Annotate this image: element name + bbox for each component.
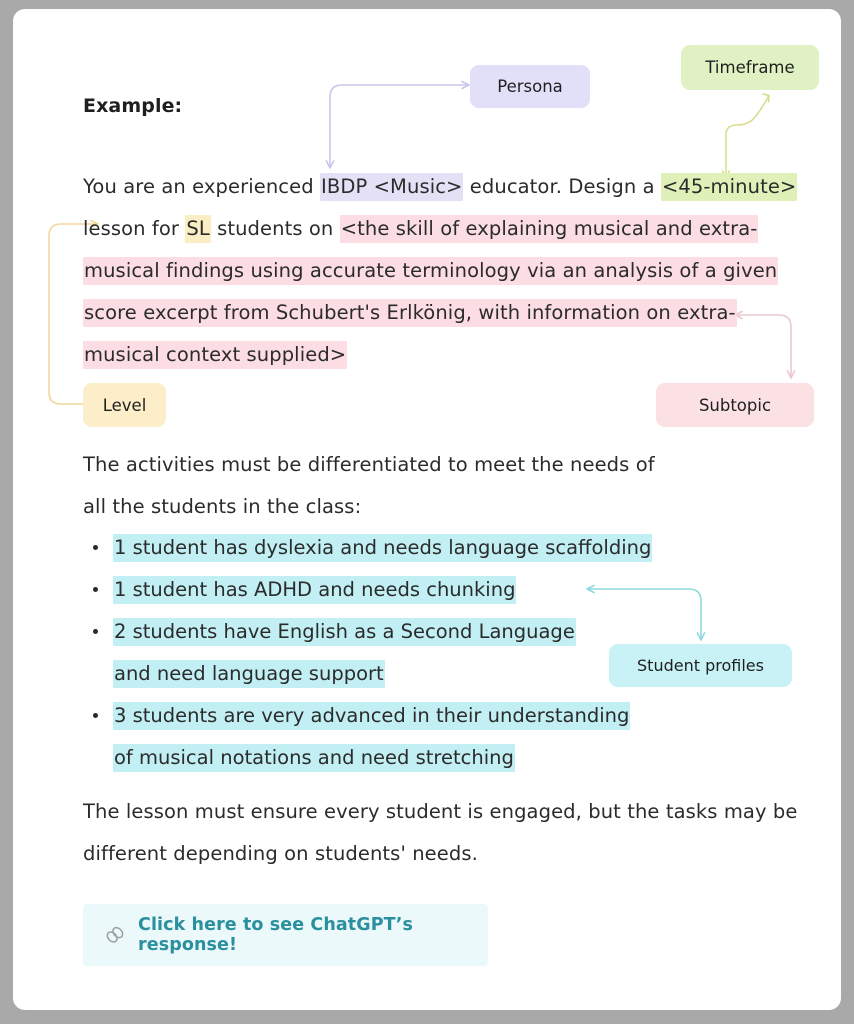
chatgpt-response-link-callout[interactable] xyxy=(83,904,488,966)
highlight-student-profile: and need language support xyxy=(113,660,385,688)
prompt-text-plain: students on xyxy=(210,217,340,240)
prompt-text-plain: educator. Design a xyxy=(463,175,661,198)
label-chip-student-profiles[interactable] xyxy=(609,644,792,687)
bullet-dot-icon xyxy=(93,545,98,550)
persona-connector-arrow xyxy=(318,69,478,169)
bullet-dot-icon xyxy=(93,629,98,634)
label-chip-student-profiles-text: Student profiles xyxy=(637,656,764,675)
label-chip-level-text: Level xyxy=(102,395,147,415)
prompt-text-plain: You are an experienced xyxy=(83,175,321,198)
label-chip-timeframe-text: Timeframe xyxy=(705,58,795,77)
content-card xyxy=(13,9,841,1010)
timeframe-connector-arrow xyxy=(693,87,783,179)
bullet-dot-icon xyxy=(93,587,98,592)
paragraph3-line-2: different depending on students' needs. xyxy=(83,842,478,865)
paragraph2-line-2: all the students in the class: xyxy=(83,495,362,518)
prompt-line-2 xyxy=(83,217,758,240)
highlight-student-profile: 2 students have English as a Second Language xyxy=(113,618,576,646)
list-item xyxy=(93,704,630,727)
list-item xyxy=(93,620,576,643)
list-item xyxy=(93,578,516,601)
highlight-persona: IBDP <Music> xyxy=(320,173,463,201)
prompt-line-4 xyxy=(83,301,737,324)
paragraph2-line-1: The activities must be differentiated to meet the needs of xyxy=(83,453,655,476)
highlight-subtopic: score excerpt from Schubert's Erlkönig, with information on extra- xyxy=(83,299,737,327)
list-item-continuation xyxy=(113,662,385,685)
highlight-student-profile: of musical notations and need stretching xyxy=(113,744,515,772)
highlight-subtopic: <the skill of explaining musical and extra- xyxy=(340,215,759,243)
list-item xyxy=(93,536,652,559)
page-title: Example: xyxy=(83,95,183,117)
link-chain-icon xyxy=(103,923,127,947)
paragraph3-line-1: The lesson must ensure every student is engaged, but the tasks may be xyxy=(83,800,798,823)
label-chip-persona-text: Persona xyxy=(497,77,563,96)
subtopic-connector-arrow xyxy=(731,305,811,387)
label-chip-subtopic-text: Subtopic xyxy=(698,395,772,415)
student-profiles-connector-arrow xyxy=(583,581,723,647)
bullet-dot-icon xyxy=(93,713,98,718)
highlight-subtopic: musical context supplied> xyxy=(83,341,347,369)
prompt-line-5 xyxy=(83,343,347,366)
label-chip-level[interactable] xyxy=(83,383,166,427)
highlight-level: SL xyxy=(185,215,210,243)
list-item-continuation xyxy=(113,746,515,769)
highlight-student-profile: 1 student has dyslexia and needs language scaffolding xyxy=(113,534,652,562)
label-chip-subtopic[interactable] xyxy=(656,383,814,427)
highlight-subtopic: musical findings using accurate terminology via an analysis of a given xyxy=(83,257,778,285)
highlight-student-profile: 1 student has ADHD and needs chunking xyxy=(113,576,516,604)
highlight-student-profile: 3 students are very advanced in their understanding xyxy=(113,702,630,730)
label-chip-persona[interactable] xyxy=(470,65,590,108)
label-chip-timeframe[interactable] xyxy=(681,45,819,90)
prompt-line-1 xyxy=(83,175,797,198)
prompt-line-3 xyxy=(83,259,778,282)
highlight-timeframe: <45-minute> xyxy=(661,173,797,201)
document-body xyxy=(13,9,841,1010)
prompt-text-plain: lesson for xyxy=(83,217,186,240)
chatgpt-response-link-text: Click here to see ChatGPT’s response! xyxy=(138,915,413,955)
